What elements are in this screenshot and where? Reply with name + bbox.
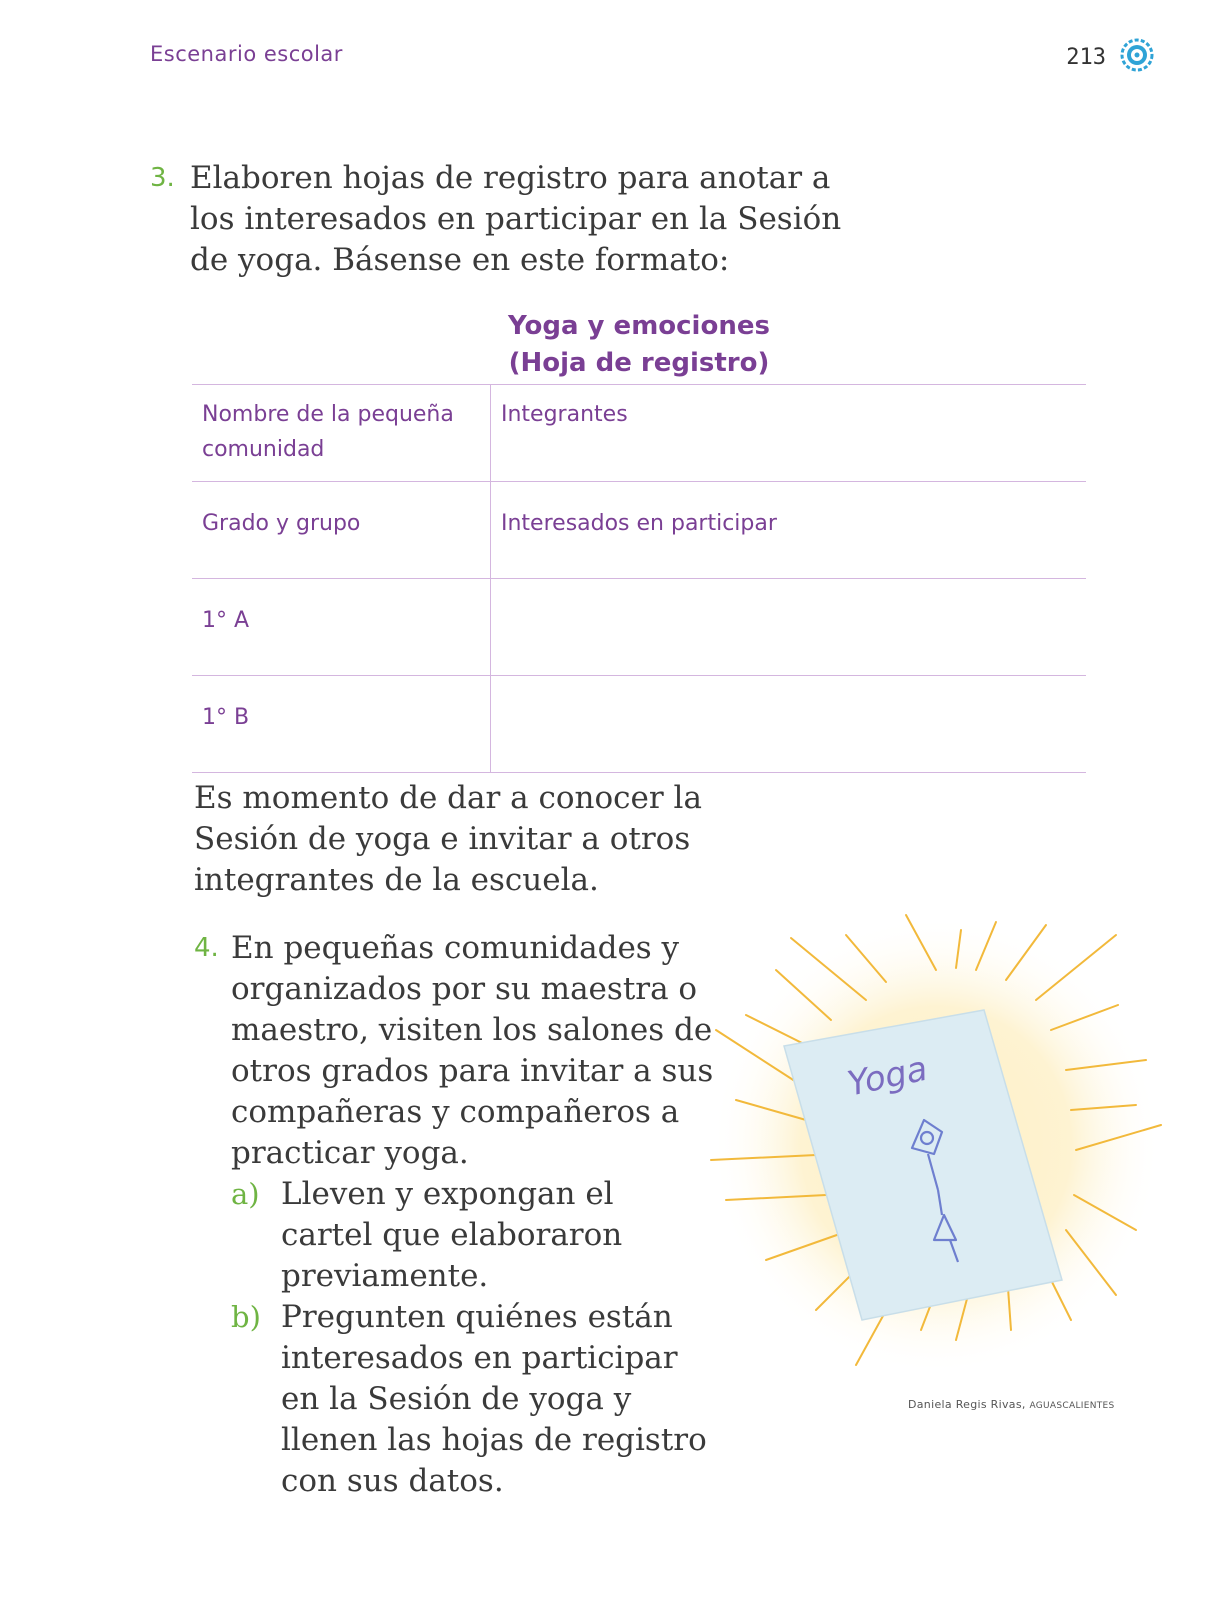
credit-name: Daniela Regis Rivas, xyxy=(908,1398,1026,1411)
table-title-line-2: (Hoja de registro) xyxy=(508,348,770,378)
step-3-text: Elaboren hojas de registro para anotar a los interesados en participar en la Sesión de yoga. Básense en este formato: xyxy=(190,160,842,278)
table-cell: Integrantes xyxy=(491,385,1087,482)
table-title xyxy=(192,308,1086,382)
table-row xyxy=(192,579,1086,676)
table-cell xyxy=(491,579,1087,676)
table-cell: Grado y grupo xyxy=(192,482,491,579)
step-4-text: En pequeñas comunidades y organizados por su maestra o maestro, visiten los salones de otros grados para invitar a sus compañeras y compañeros a practicar yoga. xyxy=(231,930,714,1171)
sub-item-b xyxy=(231,1297,714,1502)
page-header-right xyxy=(1066,38,1154,76)
section-title: Escenario escolar xyxy=(150,42,343,66)
table-cell: 1° A xyxy=(192,579,491,676)
credit-place: AGUASCALIENTES xyxy=(1029,1401,1115,1411)
sub-item-letter: b) xyxy=(231,1300,261,1334)
table-row xyxy=(192,676,1086,773)
flower-icon xyxy=(1120,38,1154,76)
table-cell: Interesados en participar xyxy=(491,482,1087,579)
registration-table xyxy=(192,384,1086,773)
intro-paragraph: Es momento de dar a conocer la Sesión de yoga e invitar a otros integrantes de la escuela. xyxy=(194,780,702,898)
sub-item-text: Lleven y expongan el cartel que elaboraron previamente. xyxy=(281,1176,623,1294)
table-row xyxy=(192,385,1086,482)
page-number: 213 xyxy=(1066,44,1106,70)
step-3-number: 3. xyxy=(150,163,175,193)
table-cell xyxy=(491,676,1087,773)
illustration-credit xyxy=(908,1398,1115,1411)
sub-item-text: Pregunten quiénes están interesados en participar en la Sesión de yoga y llenen las hojas de registro con sus datos. xyxy=(281,1299,707,1499)
yoga-poster-illustration xyxy=(706,910,1166,1390)
table-title-line-1: Yoga y emociones xyxy=(508,311,770,341)
sub-item-a xyxy=(231,1174,714,1297)
poster-text: Yoga xyxy=(844,1048,931,1105)
table-row xyxy=(192,482,1086,579)
step-4-number: 4. xyxy=(194,933,219,963)
table-cell: 1° B xyxy=(192,676,491,773)
table-cell: Nombre de la pequeña comunidad xyxy=(192,385,491,482)
step-4 xyxy=(194,928,714,1502)
step-3 xyxy=(150,158,870,281)
sub-item-letter: a) xyxy=(231,1177,260,1211)
